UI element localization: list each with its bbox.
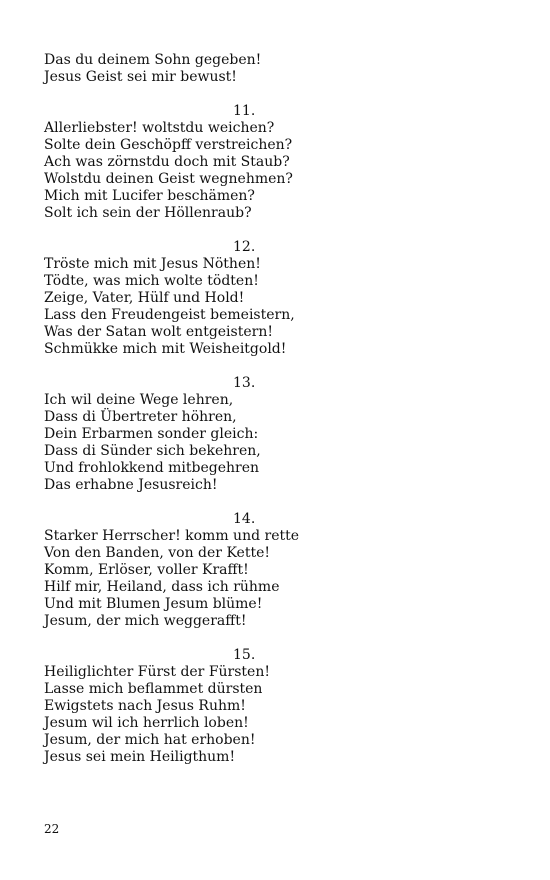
verse-line: Das erhabne Jesusreich! bbox=[44, 477, 218, 493]
verse-line: Komm, Erlöser, voller Krafft! bbox=[44, 562, 249, 578]
stanza-number: 15. bbox=[233, 647, 256, 663]
verse-line: Schmükke mich mit Weisheitgold! bbox=[44, 341, 287, 357]
page-number: 22 bbox=[44, 822, 60, 836]
verse-line: Solte dein Geschöpff verstreichen? bbox=[44, 137, 293, 153]
stanza-12 bbox=[44, 239, 514, 358]
verse-line: Heiliglichter Fürst der Fürsten! bbox=[44, 664, 270, 680]
stanza-11 bbox=[44, 103, 514, 222]
stanza-number: 13. bbox=[233, 375, 256, 391]
verse-line: Allerliebster! woltstdu weichen? bbox=[44, 120, 275, 136]
verse-line: Lass den Freudengeist bemeistern, bbox=[44, 307, 295, 323]
verse-line: Tödte, was mich wolte tödten! bbox=[44, 273, 259, 289]
verse-line: Wolstdu deinen Geist wegnehmen? bbox=[44, 171, 293, 187]
verse-line: Ach was zörnstdu doch mit Staub? bbox=[44, 154, 290, 170]
stanza-number: 11. bbox=[233, 103, 256, 119]
verse-line: Von den Banden, von der Kette! bbox=[44, 545, 270, 561]
verse-line: Dass di Sünder sich bekehren, bbox=[44, 443, 261, 459]
verse-line: Jesum, der mich hat erhoben! bbox=[44, 732, 256, 748]
stanza-number: 14. bbox=[233, 511, 256, 527]
verse-line: Solt ich sein der Höllenraub? bbox=[44, 205, 252, 221]
verse-line: Jesum, der mich weggerafft! bbox=[44, 613, 247, 629]
verse-line: Ich wil deine Wege lehren, bbox=[44, 392, 234, 408]
verse-line: Das du deinem Sohn gegeben! bbox=[44, 52, 262, 68]
verse-line: Und mit Blumen Jesum blüme! bbox=[44, 596, 263, 612]
verse-line: Starker Herrscher! komm und rette bbox=[44, 528, 300, 544]
stanza-14 bbox=[44, 511, 514, 630]
verse-line: Zeige, Vater, Hülf und Hold! bbox=[44, 290, 245, 306]
verse-line: Jesum wil ich herrlich loben! bbox=[44, 715, 249, 731]
intro-lines bbox=[44, 52, 514, 86]
stanza-15 bbox=[44, 647, 514, 766]
stanza-13 bbox=[44, 375, 514, 494]
verse-line: Jesus sei mein Heiligthum! bbox=[44, 749, 236, 765]
verse-line: Tröste mich mit Jesus Nöthen! bbox=[44, 256, 261, 272]
verse-line: Mich mit Lucifer beschämen? bbox=[44, 188, 255, 204]
verse-line: Dein Erbarmen sonder gleich: bbox=[44, 426, 259, 442]
stanza-number: 12. bbox=[233, 239, 256, 255]
poem-page bbox=[44, 52, 514, 766]
verse-line: Was der Satan wolt entgeistern! bbox=[44, 324, 273, 340]
verse-line: Ewigstets nach Jesus Ruhm! bbox=[44, 698, 246, 714]
verse-line: Dass di Übertreter höhren, bbox=[44, 409, 237, 425]
verse-line: Jesus Geist sei mir bewust! bbox=[44, 69, 237, 85]
verse-line: Lasse mich beflammet dürsten bbox=[44, 681, 263, 697]
verse-line: Und frohlokkend mitbegehren bbox=[44, 460, 260, 476]
verse-line: Hilf mir, Heiland, dass ich rühme bbox=[44, 579, 280, 595]
